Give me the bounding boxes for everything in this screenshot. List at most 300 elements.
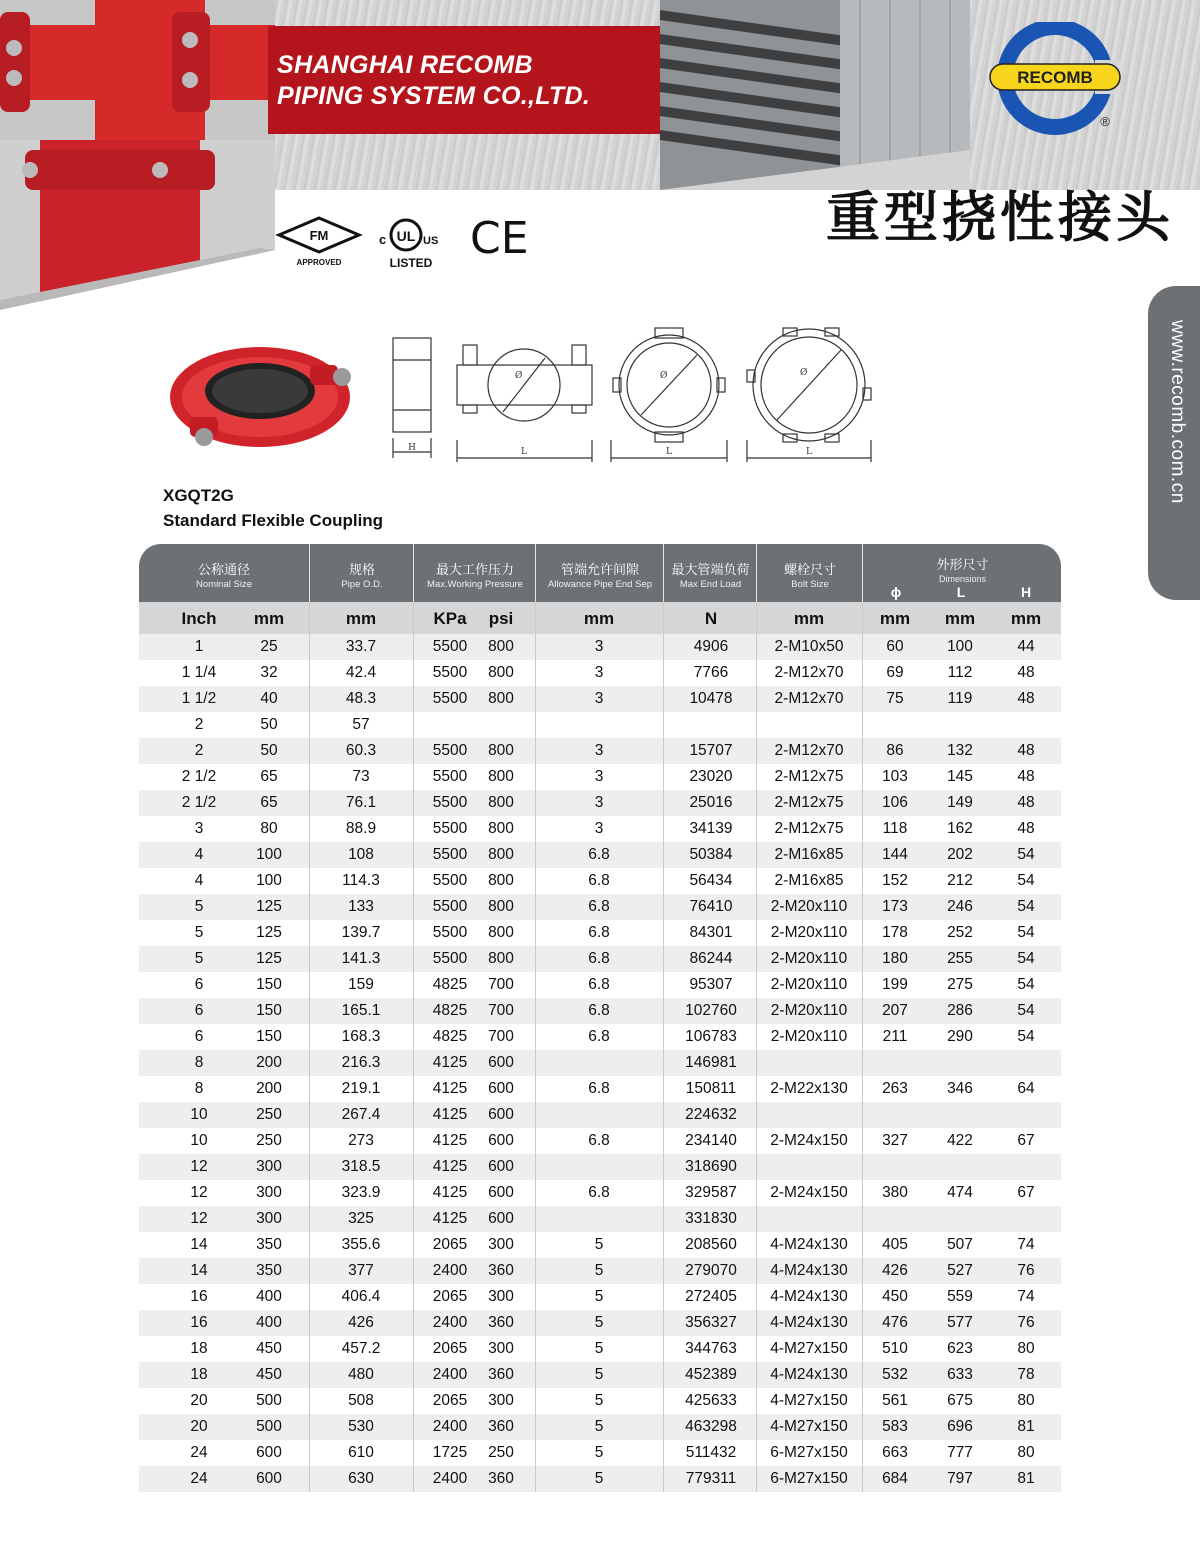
cell-end-load: 329587: [685, 1184, 737, 1201]
cell-kpa: 5500: [432, 768, 468, 785]
cell-end-load: 102760: [685, 1002, 737, 1019]
cell-nominal-mm: 600: [256, 1444, 282, 1461]
cell-dim-phi: 211: [882, 1028, 908, 1045]
cell-psi: 300: [488, 1236, 514, 1253]
cell-dim-l: 346: [947, 1080, 973, 1097]
cell-dim-h: 76: [1017, 1262, 1035, 1279]
table-row: [139, 1414, 1061, 1440]
table-row: [139, 1102, 1061, 1128]
website-side-tab: [1148, 286, 1200, 600]
cell-pipe-od: 168.3: [341, 1028, 381, 1045]
cell-dim-h: 54: [1017, 846, 1035, 863]
cell-nominal-mm: 25: [260, 638, 278, 655]
cell-dim-phi: 561: [882, 1392, 908, 1409]
cell-end-sep: 6.8: [588, 950, 610, 967]
cell-pipe-od: 323.9: [341, 1184, 381, 1201]
table-row: [139, 660, 1061, 686]
cell-end-load: 146981: [685, 1054, 737, 1071]
cell-dim-h: 64: [1017, 1080, 1035, 1097]
table-row: [139, 1024, 1061, 1050]
cell-bolt-size: 2-M22x130: [770, 1080, 848, 1097]
header-pipe-od: 规格 Pipe O.D.: [309, 544, 414, 602]
cell-pipe-od: 48.3: [345, 690, 377, 707]
cell-end-load: 106783: [685, 1028, 737, 1045]
cell-kpa: 4825: [432, 1002, 468, 1019]
cell-end-load: 84301: [689, 924, 733, 941]
cell-inch: 12: [190, 1210, 208, 1227]
cell-pipe-od: 325: [348, 1210, 374, 1227]
cell-pipe-od: 57: [352, 716, 370, 733]
cell-psi: 700: [488, 1028, 514, 1045]
cell-end-sep: 5: [594, 1314, 604, 1331]
cell-end-load: 234140: [685, 1132, 737, 1149]
table-row: [139, 712, 1061, 738]
cell-kpa: 5500: [432, 898, 468, 915]
cell-nominal-mm: 125: [256, 898, 282, 915]
cell-dim-phi: 173: [882, 898, 908, 915]
table-row: [139, 1232, 1061, 1258]
cell-psi: 600: [488, 1054, 514, 1071]
cell-end-load: 86244: [689, 950, 733, 967]
cell-inch: 14: [190, 1262, 208, 1279]
cell-dim-h: 48: [1017, 820, 1035, 837]
cell-end-sep: 5: [594, 1366, 604, 1383]
page-title-cn: 重型挠性接头: [826, 186, 1174, 249]
product-model: XGQT2G: [163, 486, 234, 505]
cell-psi: 800: [488, 742, 514, 759]
cell-nominal-mm: 200: [256, 1054, 282, 1071]
header-end-sep: 管端允许间隙 Allowance Pipe End Sep: [535, 544, 664, 602]
cell-dim-l: 112: [947, 664, 973, 681]
cell-inch: 5: [194, 898, 204, 915]
cell-end-sep: 6.8: [588, 1002, 610, 1019]
table-row: [139, 1206, 1061, 1232]
cell-dim-l: 119: [947, 690, 973, 707]
cell-inch: 6: [194, 976, 204, 993]
registered-mark: ®: [1100, 114, 1110, 129]
cell-end-load: 23020: [689, 768, 733, 785]
cell-pipe-od: 108: [348, 846, 374, 863]
header-dim-l: L: [956, 584, 966, 600]
cell-kpa: 4125: [432, 1106, 468, 1123]
cell-end-load: 511432: [685, 1444, 737, 1461]
cell-kpa: 2400: [432, 1418, 468, 1435]
cell-psi: 800: [488, 768, 514, 785]
cell-nominal-mm: 65: [260, 794, 278, 811]
cell-bolt-size: 2-M10x50: [774, 638, 844, 655]
header-dimensions: 外形尺寸 Dimensions: [862, 544, 1062, 602]
cell-end-load: 10478: [689, 690, 733, 707]
cell-kpa: 2065: [432, 1236, 468, 1253]
table-row: [139, 816, 1061, 842]
cell-dim-l: 132: [947, 742, 973, 759]
cell-end-load: 463298: [685, 1418, 737, 1435]
cell-dim-l: 559: [947, 1288, 973, 1305]
cell-nominal-mm: 150: [256, 976, 282, 993]
pipe-tee-photo: [0, 0, 275, 310]
cell-bolt-size: 2-M20x110: [770, 950, 848, 967]
table-row: [139, 1076, 1061, 1102]
cell-dim-l: 275: [947, 976, 973, 993]
cell-kpa: 5500: [432, 924, 468, 941]
drawing-side-view: [393, 338, 431, 458]
table-row: [139, 1336, 1061, 1362]
cell-dim-l: 252: [947, 924, 973, 941]
cell-dim-l: 777: [947, 1444, 973, 1461]
cell-bolt-size: 2-M20x110: [770, 1002, 848, 1019]
cell-pipe-od: 219.1: [341, 1080, 381, 1097]
unit-mm-phi: mm: [879, 609, 911, 628]
cell-end-sep: 5: [594, 1236, 604, 1253]
cell-psi: 800: [488, 872, 514, 889]
cell-bolt-size: 2-M24x150: [770, 1132, 848, 1149]
cell-kpa: 4825: [432, 1028, 468, 1045]
cell-pipe-od: 273: [348, 1132, 374, 1149]
cell-inch: 16: [190, 1314, 208, 1331]
cell-dim-l: 149: [947, 794, 973, 811]
cell-end-sep: 6.8: [588, 976, 610, 993]
drawing-front-view-3: [747, 328, 871, 462]
table-row: [139, 1284, 1061, 1310]
cell-inch: 10: [190, 1106, 208, 1123]
unit-mm-od: mm: [345, 609, 377, 628]
cell-end-sep: 3: [594, 638, 604, 655]
cell-bolt-size: 6-M27x150: [770, 1470, 848, 1487]
recomb-logo: [985, 22, 1125, 162]
cell-nominal-mm: 500: [256, 1392, 282, 1409]
cell-dim-l: 162: [947, 820, 973, 837]
cell-dim-phi: 75: [886, 690, 904, 707]
cell-bolt-size: 4-M24x130: [770, 1366, 848, 1383]
cell-end-load: 25016: [689, 794, 733, 811]
cell-dim-l: 696: [947, 1418, 973, 1435]
cell-dim-h: 81: [1017, 1470, 1035, 1487]
cell-nominal-mm: 200: [256, 1080, 282, 1097]
cell-inch: 5: [194, 950, 204, 967]
unit-kpa: KPa: [433, 609, 467, 628]
cell-pipe-od: 508: [348, 1392, 374, 1409]
cell-end-sep: 6.8: [588, 924, 610, 941]
cell-nominal-mm: 100: [256, 846, 282, 863]
technical-drawings: [385, 320, 905, 465]
cell-pipe-od: 139.7: [341, 924, 381, 941]
fm-approved-mark: [279, 218, 359, 267]
cell-dim-l: 286: [947, 1002, 973, 1019]
cell-psi: 360: [488, 1418, 514, 1435]
cell-dim-h: 48: [1017, 768, 1035, 785]
cell-end-load: 76410: [689, 898, 733, 915]
cell-kpa: 2065: [432, 1340, 468, 1357]
cell-end-sep: 5: [594, 1444, 604, 1461]
cell-pipe-od: 267.4: [341, 1106, 381, 1123]
cell-psi: 360: [488, 1366, 514, 1383]
page-header: [0, 0, 1200, 310]
cell-dim-phi: 663: [882, 1444, 908, 1461]
cell-inch: 24: [190, 1444, 208, 1461]
cell-psi: 800: [488, 846, 514, 863]
cell-dim-phi: 106: [882, 794, 908, 811]
cell-end-load: 150811: [685, 1080, 737, 1097]
cell-end-sep: 5: [594, 1470, 604, 1487]
cell-psi: 360: [488, 1314, 514, 1331]
fm-text: FM: [309, 228, 329, 243]
cell-end-sep: 6.8: [588, 846, 610, 863]
cell-dim-phi: 450: [882, 1288, 908, 1305]
cell-dim-l: 623: [947, 1340, 973, 1357]
cell-dim-l: 527: [947, 1262, 973, 1279]
table-row: [139, 1440, 1061, 1466]
cell-inch: 1: [194, 638, 204, 655]
table-row: [139, 1050, 1061, 1076]
cell-dim-phi: 207: [882, 1002, 908, 1019]
cell-pipe-od: 610: [348, 1444, 374, 1461]
cell-kpa: 4125: [432, 1158, 468, 1175]
cell-end-load: 224632: [685, 1106, 737, 1123]
cell-dim-l: 290: [947, 1028, 973, 1045]
ul-c-text: c: [379, 232, 387, 247]
cell-nominal-mm: 150: [256, 1002, 282, 1019]
cell-dim-phi: 180: [882, 950, 908, 967]
dim-l-label-3: L: [806, 447, 812, 457]
phi-label-3: Ø: [800, 368, 808, 378]
cell-dim-h: 54: [1017, 976, 1035, 993]
cell-kpa: 5500: [432, 664, 468, 681]
spec-table: [139, 544, 1061, 1492]
table-row: [139, 790, 1061, 816]
cell-nominal-mm: 50: [260, 742, 278, 759]
cell-psi: 360: [488, 1470, 514, 1487]
company-line-2: PIPING SYSTEM CO.,LTD.: [277, 82, 591, 110]
cell-dim-h: 54: [1017, 898, 1035, 915]
cell-nominal-mm: 500: [256, 1418, 282, 1435]
dim-l-label-2: L: [666, 447, 672, 457]
cell-psi: 600: [488, 1132, 514, 1149]
cell-nominal-mm: 32: [260, 664, 278, 681]
cell-pipe-od: 530: [348, 1418, 374, 1435]
building-photo: [660, 0, 970, 190]
cell-inch: 4: [194, 846, 204, 863]
cell-psi: 250: [488, 1444, 514, 1461]
cell-bolt-size: 4-M24x130: [770, 1288, 848, 1305]
table-row: [139, 1310, 1061, 1336]
cell-inch: 18: [190, 1366, 208, 1383]
cell-dim-phi: 103: [882, 768, 908, 785]
cell-inch: 2: [194, 716, 204, 733]
cell-dim-phi: 199: [882, 976, 908, 993]
cell-nominal-mm: 300: [256, 1210, 282, 1227]
cell-inch: 16: [190, 1288, 208, 1305]
coupling-product-photo: [160, 335, 360, 460]
cell-bolt-size: 2-M16x85: [774, 846, 844, 863]
cell-pipe-od: 165.1: [341, 1002, 381, 1019]
cell-bolt-size: 4-M27x150: [770, 1418, 848, 1435]
cell-nominal-mm: 400: [256, 1288, 282, 1305]
cell-pipe-od: 33.7: [345, 638, 377, 655]
unit-n: N: [704, 609, 718, 628]
cell-dim-phi: 684: [882, 1470, 908, 1487]
cell-psi: 800: [488, 794, 514, 811]
cell-dim-phi: 510: [882, 1340, 908, 1357]
cell-end-sep: 3: [594, 768, 604, 785]
cell-pipe-od: 318.5: [341, 1158, 381, 1175]
cell-psi: 300: [488, 1392, 514, 1409]
cell-dim-h: 76: [1017, 1314, 1035, 1331]
cell-dim-phi: 86: [886, 742, 904, 759]
cell-end-load: 95307: [689, 976, 733, 993]
cell-kpa: 4825: [432, 976, 468, 993]
table-row: [139, 972, 1061, 998]
cell-nominal-mm: 300: [256, 1158, 282, 1175]
cell-dim-l: 633: [947, 1366, 973, 1383]
cell-dim-h: 48: [1017, 794, 1035, 811]
cell-psi: 600: [488, 1080, 514, 1097]
cell-dim-l: 507: [947, 1236, 973, 1253]
cell-end-load: 208560: [685, 1236, 737, 1253]
cell-dim-phi: 152: [882, 872, 908, 889]
cell-psi: 800: [488, 950, 514, 967]
cell-end-load: 331830: [685, 1210, 737, 1227]
cell-bolt-size: 2-M12x70: [774, 742, 844, 759]
cell-dim-h: 54: [1017, 924, 1035, 941]
header-bolt-size: 螺栓尺寸 Bolt Size: [756, 544, 863, 602]
cell-dim-phi: 263: [882, 1080, 908, 1097]
cell-kpa: 5500: [432, 690, 468, 707]
cell-end-sep: 3: [594, 820, 604, 837]
cell-end-load: 56434: [689, 872, 733, 889]
cell-end-sep: 6.8: [588, 872, 610, 889]
cell-pipe-od: 426: [348, 1314, 374, 1331]
cell-bolt-size: 6-M27x150: [770, 1444, 848, 1461]
cell-pipe-od: 159: [348, 976, 374, 993]
cell-kpa: 2065: [432, 1288, 468, 1305]
cell-nominal-mm: 150: [256, 1028, 282, 1045]
cell-kpa: 2400: [432, 1366, 468, 1383]
cell-bolt-size: 2-M12x75: [774, 794, 844, 811]
cell-pipe-od: 73: [352, 768, 370, 785]
cell-nominal-mm: 80: [260, 820, 278, 837]
cell-dim-phi: 426: [882, 1262, 908, 1279]
cell-kpa: 5500: [432, 950, 468, 967]
cell-dim-phi: 60: [886, 638, 904, 655]
cell-nominal-mm: 450: [256, 1366, 282, 1383]
table-row: [139, 842, 1061, 868]
cell-pipe-od: 355.6: [341, 1236, 381, 1253]
cell-inch: 20: [190, 1418, 208, 1435]
cell-pipe-od: 88.9: [345, 820, 377, 837]
cell-end-sep: 5: [594, 1340, 604, 1357]
cell-dim-phi: 178: [882, 924, 908, 941]
cell-dim-h: 44: [1017, 638, 1035, 655]
table-row: [139, 634, 1061, 660]
table-body: [139, 634, 1061, 1492]
cell-nominal-mm: 450: [256, 1340, 282, 1357]
cell-dim-phi: 583: [882, 1418, 908, 1435]
cell-dim-phi: 69: [886, 664, 904, 681]
drawing-front-view-2: [611, 328, 727, 462]
header-end-load: 最大管端负荷 Max End Load: [663, 544, 757, 602]
cell-nominal-mm: 125: [256, 950, 282, 967]
cell-bolt-size: 2-M12x75: [774, 768, 844, 785]
cell-kpa: 4125: [432, 1210, 468, 1227]
cell-pipe-od: 114.3: [342, 872, 380, 889]
cell-end-load: 452389: [685, 1366, 737, 1383]
cell-dim-l: 212: [947, 872, 973, 889]
cell-psi: 600: [488, 1210, 514, 1227]
header-dim-h: H: [1020, 584, 1032, 600]
cell-psi: 800: [488, 690, 514, 707]
cell-end-sep: 3: [594, 664, 604, 681]
cell-end-load: 425633: [685, 1392, 737, 1409]
cell-pipe-od: 133: [348, 898, 374, 915]
header-max-pressure: 最大工作压力 Max.Working Pressure: [413, 544, 536, 602]
table-row: [139, 738, 1061, 764]
table-row: [139, 894, 1061, 920]
cell-dim-l: 100: [947, 638, 973, 655]
cell-bolt-size: 2-M20x110: [770, 924, 848, 941]
cell-psi: 600: [488, 1184, 514, 1201]
unit-mm-nominal: mm: [253, 609, 285, 628]
cell-pipe-od: 480: [348, 1366, 374, 1383]
table-row: [139, 1180, 1061, 1206]
cell-kpa: 1725: [432, 1444, 468, 1461]
cell-nominal-mm: 350: [256, 1262, 282, 1279]
cell-kpa: 5500: [432, 846, 468, 863]
cell-nominal-mm: 300: [256, 1184, 282, 1201]
cell-end-sep: 6.8: [588, 1028, 610, 1045]
cell-kpa: 4125: [432, 1080, 468, 1097]
cell-nominal-mm: 250: [256, 1132, 282, 1149]
cell-inch: 2 1/2: [181, 768, 217, 785]
cell-end-load: 4906: [693, 638, 729, 655]
cell-dim-h: 48: [1017, 742, 1035, 759]
table-row: [139, 1154, 1061, 1180]
cell-kpa: 2400: [432, 1314, 468, 1331]
cell-bolt-size: 2-M20x110: [770, 898, 848, 915]
cell-kpa: 4125: [432, 1132, 468, 1149]
cell-inch: 6: [194, 1028, 204, 1045]
cell-kpa: 5500: [432, 794, 468, 811]
cell-dim-phi: 118: [882, 820, 908, 837]
cell-inch: 2: [194, 742, 204, 759]
cell-psi: 800: [488, 664, 514, 681]
cell-dim-phi: 144: [882, 846, 908, 863]
cell-end-load: 356327: [685, 1314, 737, 1331]
cell-bolt-size: 4-M24x130: [770, 1262, 848, 1279]
unit-mm-sep: mm: [583, 609, 615, 628]
cell-end-sep: 6.8: [588, 1132, 610, 1149]
cell-end-load: 779311: [685, 1470, 737, 1487]
table-row: [139, 998, 1061, 1024]
unit-inch: Inch: [181, 609, 217, 628]
table-row: [139, 1466, 1061, 1492]
cell-nominal-mm: 400: [256, 1314, 282, 1331]
cell-psi: 360: [488, 1262, 514, 1279]
cell-end-sep: 3: [594, 690, 604, 707]
cell-dim-l: 255: [947, 950, 973, 967]
cell-bolt-size: 4-M27x150: [770, 1340, 848, 1357]
cell-psi: 700: [488, 1002, 514, 1019]
cell-bolt-size: 2-M16x85: [774, 872, 844, 889]
cell-nominal-mm: 50: [260, 716, 278, 733]
cell-nominal-mm: 65: [260, 768, 278, 785]
cell-end-load: 318690: [685, 1158, 737, 1175]
cell-end-load: 34139: [689, 820, 733, 837]
cell-dim-h: 54: [1017, 950, 1035, 967]
cell-inch: 1 1/2: [181, 690, 217, 707]
cell-dim-h: 48: [1017, 664, 1035, 681]
cell-pipe-od: 630: [348, 1470, 374, 1487]
cell-bolt-size: 2-M12x70: [774, 664, 844, 681]
